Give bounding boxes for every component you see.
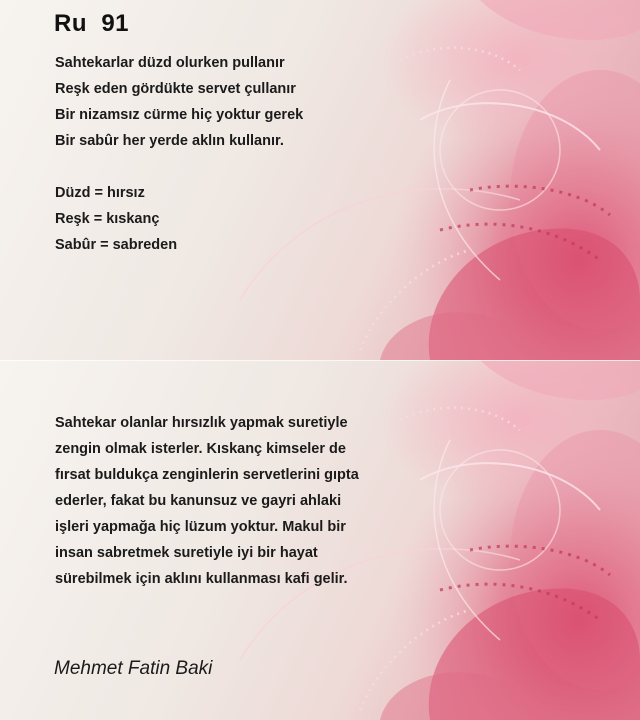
poem-glossary — [55, 180, 177, 258]
explanation-line: zengin olmak isterler. Kıskanç kimseler de — [55, 441, 346, 457]
verse-line: Reşk eden gördükte servet çullanır — [55, 81, 296, 97]
explanation-line: insan sabretmek suretiyle iyi bir hayat — [55, 545, 318, 561]
glossary-entry: Sabûr = sabreden — [55, 237, 178, 253]
explanation-line: fırsat buldukça zenginlerin servetlerini gıpta — [55, 467, 359, 483]
poem-explanation — [55, 410, 359, 592]
explanation-line: sürebilmek için aklını kullanması kafi gelir. — [55, 571, 348, 587]
explanation-line: işleri yapmağa hiç lüzum yoktur. Makul bir — [55, 519, 346, 535]
poem-title: Ru 91 — [54, 10, 130, 37]
verse-line: Bir sabûr her yerde aklın kullanır. — [55, 133, 284, 149]
explanation-line: Sahtekar olanlar hırsızlık yapmak suretiyle — [55, 415, 348, 431]
verse-line: Bir nizamsız cürme hiç yoktur gerek — [55, 107, 304, 123]
glossary-entry: Düzd = hırsız — [55, 185, 145, 201]
poem-author: Mehmet Fatin Baki — [54, 658, 213, 679]
poem-verse — [55, 50, 303, 154]
verse-line: Sahtekarlar düzd olurken pullanır — [55, 55, 285, 71]
explanation-line: ederler, fakat bu kanunsuz ve gayri ahlaki — [55, 493, 342, 509]
glossary-entry: Reşk = kıskanç — [55, 211, 160, 227]
